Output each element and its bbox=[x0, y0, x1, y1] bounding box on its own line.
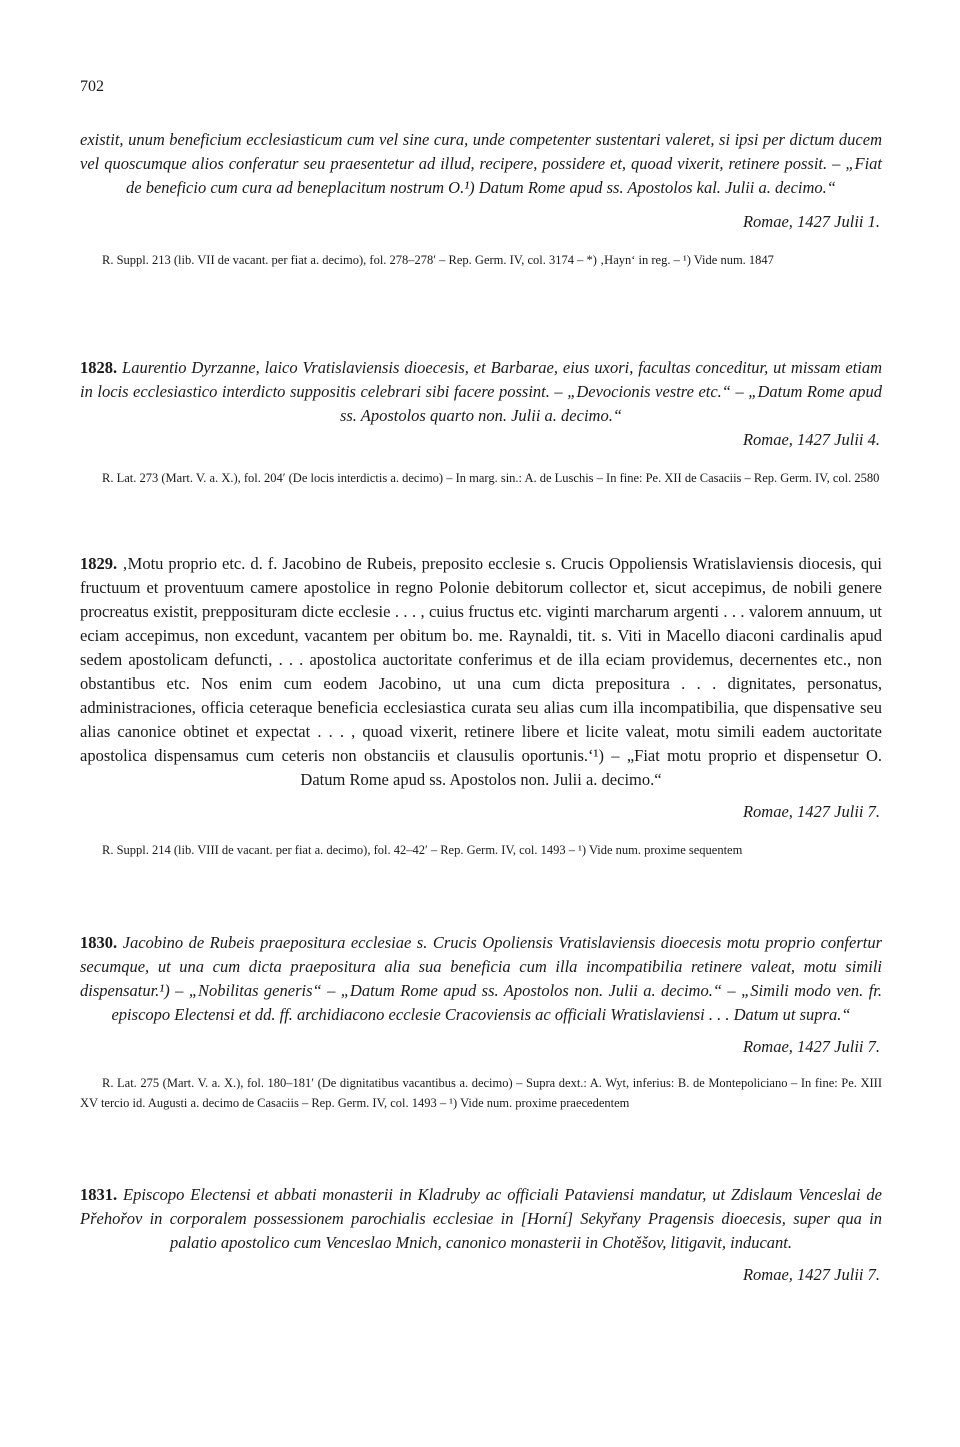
entry-note: R. Suppl. 214 (lib. VIII de vacant. per fiat a. decimo), fol. 42–42′ – Rep. Germ. IV, col. 1493 – ¹) Vide num. proxime sequentem bbox=[102, 843, 743, 857]
entry-body bbox=[80, 931, 882, 1027]
entry-body bbox=[80, 552, 882, 792]
entry-date: Romae, 1427 Julii 1. bbox=[742, 212, 880, 231]
entry-text: Jacobino de Rubeis praepositura ecclesiae s. Crucis Opoliensis Vratislaviensis dioecesis motu proprio confertur secumque, ut una cum dicta praepositura alia sua beneficia cum illa incompatibilia retinere valeat, motu simili dispensatur.¹) – „Nobilitas generis“ – „Datum Rome apud ss. Apostolos non. Julii a. decimo.“ – „Simili modo ven. fr. episcopo Electensi et dd. ff. archidiacono ecclesie Cracoviensis ac officiali Wratislaviensi . . . Datum ut supra.“ bbox=[80, 933, 882, 1024]
entry-1831 bbox=[80, 1183, 882, 1287]
entry-date: Romae, 1427 Julii 4. bbox=[742, 430, 880, 449]
entry-text: Laurentio Dyrzanne, laico Vratislaviensis dioecesis, et Barbarae, eius uxori, facultas conceditur, ut missam etiam in locis ecclesiastico interdicto suppositis celebrari sibi facere possint. – „Devocionis vestre etc.“ – „Datum Rome apud ss. Apostolos quarto non. Julii a. decimo.“ bbox=[80, 358, 882, 425]
entry-text: Episcopo Electensi et abbati monasterii in Kladruby ac officiali Pataviensi mandatur, ut Zdislaum Venceslai de Přehořov in corporalem possessionem parochialis ecclesiae in [Horní] Sekyřany Pragensis dioecesis, super qua in palatio apostolico cum Venceslao Mnich, canonico monasterii in Chotěšov, litigavit, inducant. bbox=[80, 1185, 882, 1252]
entry-text: ‚Motu proprio etc. d. f. Jacobino de Rubeis, preposito ecclesie s. Crucis Oppoliensis Wratislaviensis diocesis, qui fructuum et proventuum camere apostolice in regno Polonie debitorum collector et, sicut accepimus, de nobili genere procreatus existit, prepposituram dicte ecclesie . . . , cuius fructus etc. viginti marcharum argenti . . . valorem annuum, ut eciam accepimus, non excedunt, vacantem per obitum bo. me. Raynaldi, tit. s. Viti in Macello diaconi cardinalis apud sedem apostolicam defuncti, . . . apostolica auctoritate conferimus et de illa eciam providemus, decernentes etc., non obstantibus etc. Nos enim cum eodem Jacobino, ut una cum dicta prepositura . . . dignitates, personatus, administraciones, officia ceteraque beneficia ecclesiastica curata seu alias cum illa incompatibilia, que dispensative seu alias canonice obtinet et expectat . . . , quoad vixerit, retinere libere et licite valeat, motu simili eadem auctoritate apostolica dispensamus cum ceteris non obstanciis et clausulis oportunis.‘¹) – „Fiat motu proprio et dispensetur O. Datum Rome apud ss. Apostolos non. Julii a. decimo.“ bbox=[80, 554, 882, 789]
entry-number: 1831. bbox=[80, 1185, 118, 1204]
entry-text: existit, unum beneficium ecclesiasticum cum vel sine cura, unde competenter sustentari valeret, si ipsi per dictum ducem vel quoscumque alios conferatur seu praesentetur ad illud, recipere, possidere et, quoad vixerit, retinere possit. – „Fiat de beneficio cum cura ad beneplacitum nostrum O.¹) Datum Rome apud ss. Apostolos kal. Julii a. decimo.“ bbox=[80, 130, 882, 197]
entry-body bbox=[80, 356, 882, 428]
entry-1830 bbox=[80, 931, 882, 1113]
entry-note: R. Suppl. 213 (lib. VII de vacant. per fiat a. decimo), fol. 278–278′ – Rep. Germ. IV, col. 3174 – *) ‚Hayn‘ in reg. – ¹) Vide num. 1847 bbox=[102, 253, 774, 267]
entry-body bbox=[80, 1183, 882, 1255]
entry-date: Romae, 1427 Julii 7. bbox=[742, 1037, 880, 1056]
entry-number: 1830. bbox=[80, 933, 118, 952]
page-number: 702 bbox=[80, 78, 104, 95]
entry-note: R. Lat. 273 (Mart. V. a. X.), fol. 204′ (De locis interdictis a. decimo) – In marg. sin.: A. de Luschis – In fine: Pe. XII de Casaciis – Rep. Germ. IV, col. 2580 bbox=[102, 471, 880, 485]
entry-note: R. Lat. 275 (Mart. V. a. X.), fol. 180–181′ (De dignitatibus vacantibus a. decimo) – Supra dext.: A. Wyt, inferius: B. de Montepoliciano – In fine: Pe. XIII XV tercio id. Augusti a. decimo de Casaciis – Rep. Germ. IV, col. 1493 – ¹) Vide num. proxime praecedentem bbox=[80, 1076, 882, 1110]
entry-1828 bbox=[80, 356, 882, 488]
entry-number: 1828. bbox=[80, 358, 118, 377]
entry-date: Romae, 1427 Julii 7. bbox=[742, 1265, 880, 1284]
entry-continuation bbox=[80, 128, 882, 270]
entry-1829 bbox=[80, 552, 882, 860]
entry-date: Romae, 1427 Julii 7. bbox=[742, 802, 880, 821]
entry-number: 1829. bbox=[80, 554, 118, 573]
